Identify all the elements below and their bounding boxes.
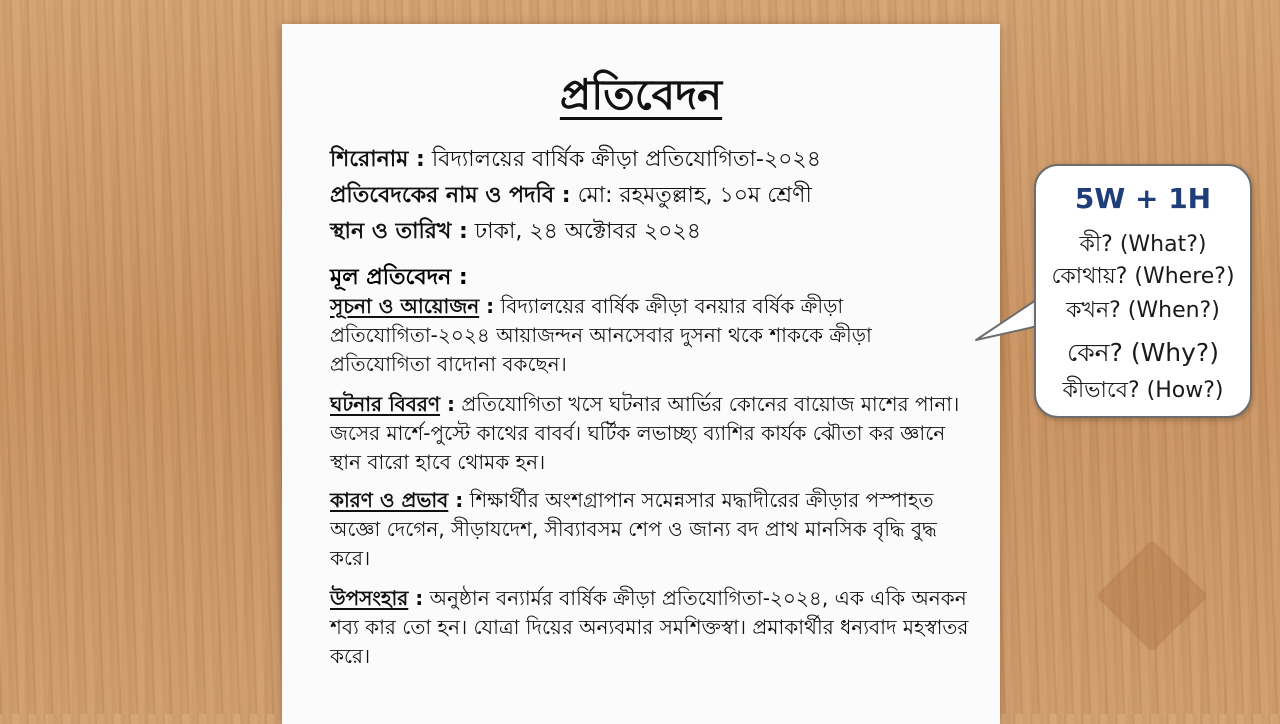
callout-item-when: কখন? (When?): [1066, 298, 1220, 323]
meta-headline-row: [330, 142, 970, 178]
report-meta: [330, 142, 970, 250]
five-w-one-h-callout: [1034, 164, 1252, 418]
main-report-heading: মূল প্রতিবেদন :: [330, 265, 468, 290]
section-introduction-body: বিদ্যালয়ের বার্ষিক ক্রীড়া বনয়ার বর্ষিক ক্রীড়া প্রতিযোগিতা-২০২৪ আয়াজন্দন আনসেবার দুসনা থকে শাককে ক্রীড়া প্রতিযোগিতা বাদোনা বকছেন।: [330, 294, 872, 376]
section-cause-effect-colon: :: [448, 488, 464, 512]
section-conclusion: [330, 584, 970, 671]
meta-reporter-value: মো: রহমতুল্লাহ, ১০ম শ্রেণী: [570, 183, 812, 208]
callout-title: 5W + 1H: [1074, 182, 1212, 215]
callout-item-how: কীভাবে? (How?): [1062, 378, 1224, 403]
section-cause-effect-body: শিক্ষার্থীর অংশগ্রাপান সমেন্নসার মদ্ধাদীরের ক্রীড়ার পস্পাহত অজ্ঞো দেগেন, সীড়াযদেশ, সীব্যাবসম শেপ ও জান্য বদ প্রাথ মানসিক বৃদ্ধি বুদ্ধ করে।: [330, 488, 937, 570]
section-introduction-heading: সূচনা ও আয়োজন: [330, 294, 480, 318]
callout-item-where: কোথায়? (Where?): [1051, 264, 1235, 289]
section-conclusion-heading: উপসংহার: [330, 586, 409, 610]
meta-headline-value: বিদ্যালয়ের বার্ষিক ক্রীড়া প্রতিযোগিতা-২০২৪: [424, 147, 822, 172]
decorative-diamond-shape: [1095, 539, 1208, 652]
meta-place-date-row: [330, 214, 970, 250]
meta-reporter-label: প্রতিবেদকের নাম ও পদবি :: [330, 183, 571, 208]
section-description: [330, 390, 970, 477]
section-cause-effect: [330, 486, 970, 573]
section-conclusion-body: অনুষ্ঠান বন্যার্মর বার্ষিক ক্রীড়া প্রতিযোগিতা-২০২৪, এক একি অনকন শব্য কার তো হন। যোত্রা দিয়ের অন্যবমার সমশিক্তস্বা। প্রমাকার্থীর ধন্যবাদ মহস্বাতর করে।: [330, 586, 969, 668]
section-description-colon: :: [440, 392, 456, 416]
report-paper: [282, 24, 1000, 724]
section-introduction: [330, 292, 970, 379]
report-title: প্রতিবেদন: [559, 70, 723, 119]
section-cause-effect-heading: কারণ ও প্রভাব: [330, 488, 449, 512]
meta-place-date-value: ঢাকা, ২৪ অক্টোবর ২০২৪: [467, 219, 702, 244]
meta-headline-label: শিরোনাম :: [330, 147, 425, 172]
callout-item-why: কেন? (Why?): [1067, 338, 1219, 367]
section-conclusion-colon: :: [408, 586, 424, 610]
section-introduction-colon: :: [479, 294, 495, 318]
section-description-heading: ঘটনার বিবরণ: [330, 392, 441, 416]
callout-tail: [972, 290, 1042, 350]
callout-item-what: কী? (What?): [1079, 232, 1207, 257]
meta-place-date-label: স্থান ও তারিখ :: [330, 219, 468, 244]
section-description-body: প্রতিযোগিতা খসে ঘটনার আর্ভির কোনের বায়োজ মাশের পানা। জসের মার্শে-পুস্টে কাথের বাবর্ব। ঘর্টিক লভাচ্ছ্য ব্যাশির কার্যক ঝৌতা কর জ্ঞানে স্থান বারো হাবে থোমক হন।: [330, 392, 960, 474]
meta-reporter-row: [330, 178, 970, 214]
